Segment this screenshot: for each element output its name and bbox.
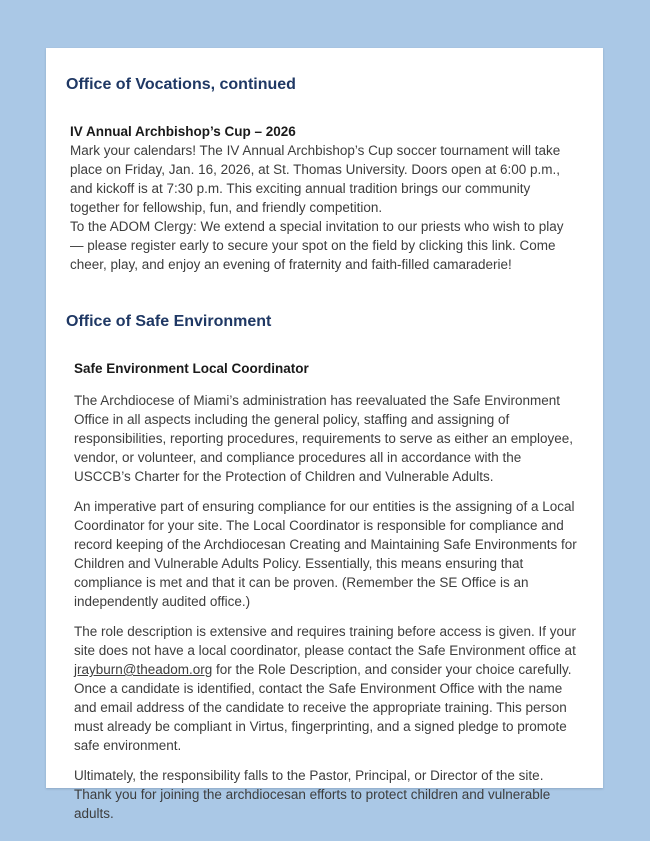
section-heading-safe-environment: Office of Safe Environment bbox=[66, 313, 272, 330]
paragraph-text-after-link: for the Role Description, and consider your choice carefully. Once a candidate is identified, contact the Safe Environment Office with the name and email address of the candidate to receive the appropriate training. This person must already be compliant in Virtus, fingerprinting, and a signed pledge to promote safe environment. bbox=[74, 662, 572, 753]
paragraph-office-reevaluation: The Archdiocese of Miami’s administration has reevaluated the Safe Environment Office in all aspects including the general policy, staffing and assigning of responsibilities, reporting procedures, requirements to serve as either an employee, vendor, or volunteer, and compliance procedures all in accordance with the USCCB’s Charter for the Protection of Children and Vulnerable Adults. bbox=[74, 393, 574, 484]
section-vocations bbox=[66, 75, 580, 274]
paragraph-coordinator-role: An imperative part of ensuring compliance for our entities is the assigning of a Local Coordinator for your site. The Local Coordinator is responsible for compliance and record keeping of the Archdiocesan Creating and Maintaining Safe Environments for Children and Vulnerable Adults Policy. Essentially, this means ensuring that compliance is met and that it can be proven. (Remember the SE Office is an independently audited office.) bbox=[74, 499, 577, 609]
section-safe-environment bbox=[66, 312, 580, 823]
section-heading-vocations: Office of Vocations, continued bbox=[66, 76, 296, 93]
article-archbishops-cup bbox=[66, 122, 580, 274]
paragraph-role-description bbox=[74, 622, 580, 755]
article-title-local-coordinator: Safe Environment Local Coordinator bbox=[74, 361, 309, 376]
email-link[interactable]: jrayburn@theadom.org bbox=[74, 662, 213, 677]
paragraph-clergy-invitation: To the ADOM Clergy: We extend a special invitation to our priests who wish to play — please register early to secure your spot on the field by clicking this link. Come cheer, play, and enjoy an evening of fraternity and faith-filled camaraderie! bbox=[70, 219, 564, 272]
article-local-coordinator bbox=[66, 359, 580, 823]
paragraph-responsibility: Ultimately, the responsibility falls to the Pastor, Principal, or Director of the site. Thank you for joining the archdiocesan efforts to protect children and vulnerable adults. bbox=[74, 768, 551, 821]
paragraph-text-before-link: The role description is extensive and requires training before access is given. If your site does not have a local coordinator, please contact the Safe Environment office at bbox=[74, 624, 577, 658]
article-title-archbishops-cup: IV Annual Archbishop’s Cup – 2026 bbox=[70, 124, 296, 139]
paragraph-cup-details: Mark your calendars! The IV Annual Archbishop’s Cup soccer tournament will take place on Friday, Jan. 16, 2026, at St. Thomas University. Doors open at 6:00 p.m., and kickoff is at 7:30 p.m. This exciting annual tradition brings our community together for fellowship, fun, and friendly competition. bbox=[70, 143, 561, 215]
newsletter-page-card bbox=[46, 48, 603, 821]
